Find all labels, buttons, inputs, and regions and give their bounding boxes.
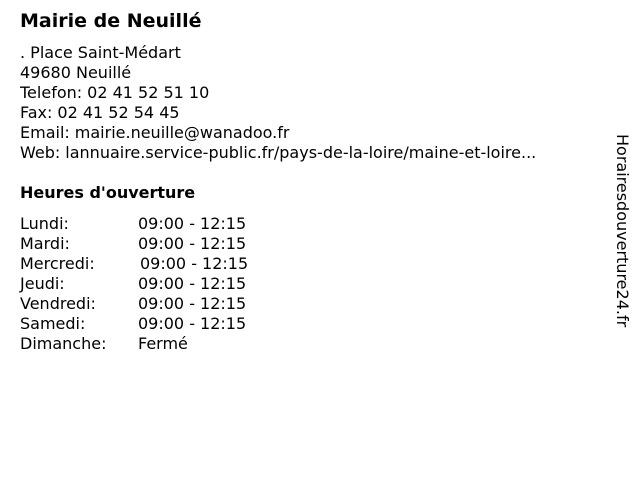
phone-label: Telefon:	[20, 83, 83, 102]
email-label: Email:	[20, 123, 70, 142]
day-hours: 09:00 - 12:15	[138, 314, 247, 333]
hours-row	[20, 254, 280, 274]
day-label: Dimanche:	[20, 334, 107, 353]
city-address: 49680 Neuillé	[20, 63, 132, 82]
hours-row	[20, 294, 280, 314]
fax-number: 02 41 52 54 45	[57, 103, 180, 122]
day-label: Mercredi:	[20, 254, 95, 273]
phone-number[interactable]: 02 41 52 51 10	[87, 83, 210, 102]
hours-row	[20, 234, 280, 254]
email-link[interactable]: mairie.neuille@wanadoo.fr	[74, 123, 290, 142]
phone-row	[20, 83, 610, 103]
day-hours: 09:00 - 12:15	[138, 214, 247, 233]
day-hours: 09:00 - 12:15	[138, 274, 247, 293]
day-label: Jeudi:	[20, 274, 65, 293]
day-hours: 09:00 - 12:15	[138, 234, 247, 253]
hours-row	[20, 274, 280, 294]
site-watermark: Horairesdouverture24.fr	[613, 134, 632, 328]
place-name: Mairie de Neuillé	[20, 10, 202, 32]
hours-row	[20, 334, 280, 354]
day-label: Samedi:	[20, 314, 86, 333]
hours-table	[20, 214, 280, 354]
web-row	[20, 143, 610, 163]
hours-row	[20, 214, 280, 234]
day-hours: Fermé	[138, 334, 188, 353]
hours-heading: Heures d'ouverture	[20, 183, 196, 202]
web-link[interactable]: lannuaire.service-public.fr/pays-de-la-loire/maine-et-loire...	[65, 143, 537, 162]
day-hours: 09:00 - 12:15	[138, 294, 247, 313]
contact-info	[20, 43, 610, 163]
hours-row	[20, 314, 280, 334]
email-row	[20, 123, 610, 143]
day-hours: 09:00 - 12:15	[140, 254, 249, 273]
day-label: Mardi:	[20, 234, 70, 253]
fax-label: Fax:	[20, 103, 53, 122]
day-label: Vendredi:	[20, 294, 96, 313]
fax-row	[20, 103, 610, 123]
web-label: Web:	[20, 143, 61, 162]
day-label: Lundi:	[20, 214, 69, 233]
street-address: . Place Saint-Médart	[20, 43, 181, 62]
